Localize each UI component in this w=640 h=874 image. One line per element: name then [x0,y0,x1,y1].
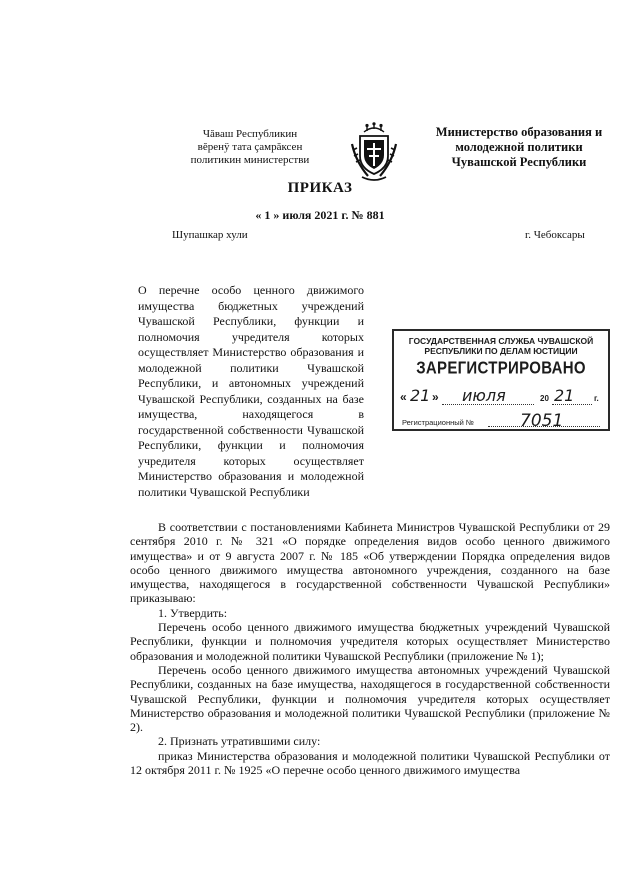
clause-1-a: Перечень особо ценного движимого имущества бюджетных учреждений Чувашской Республики, функции и полномочия учредителя которых осуществляет Министерство образования и молодежной политики Чувашской Республики (приложение № 1); [130,620,610,663]
header-russian-line: Чувашской Республики [451,155,587,169]
stamp-year-unit: г. [594,394,599,403]
clause-2: 2. Признать утратившими силу: [158,734,321,749]
stamp-status: ЗАРЕГИСТРИРОВАНО [416,358,586,379]
document-body [130,520,610,777]
stamp-close-quote: » [432,390,439,404]
chuvash-coat-of-arms-icon [350,122,398,184]
stamp-date [400,386,606,407]
header-chuvash-line: Чăваш Республикин [202,128,298,140]
stamp-day: 21 [410,386,431,405]
stamp-organization [394,336,608,356]
order-date-number: « 1 » июля 2021 г. № 881 [255,208,385,222]
clause-1: 1. Утвердить: [158,605,228,620]
stamp-reg-label: Регистрационный № [402,418,474,427]
clause-1-b: Перечень особо ценного движимого имущества автономных учреждений Чувашской Республики, созданных на базе имущества, находящегося в государственной собственности Чувашской Республики, функции и полномочия учредителя которых осуществляет Министерство образования и молодежной политики Чувашской Республики (приложение № 2). [130,662,610,735]
header-russian-line: Министерство образования и [435,125,603,139]
place-chuvash: Шупашкар хули [172,229,248,241]
stamp-month: июля [462,386,506,405]
order-subject: О перечне особо ценного движимого имущества бюджетных учреждений Чувашской Республики, функции и полномочия учредителя которых осуществляет Министерство образования и молодежной политики Чувашской Республики, и автономных учреждений Чувашской Республики, созданных на базе имущества, находящегося в государственной собственности Чувашской Республики, функции и полномочия учредителя которых осуществляет Министерство образования и молодежной политики Чувашской Республики [138,283,364,499]
preamble-paragraph: В соответствии с постановлениями Кабинета Министров Чувашской Республики от 29 сентября 2010 г. № 321 «О порядке определения видов особо ценного движимого имущества» и от 9 августа 2007 г. № 185 «Об утверждении Порядка определения видов особо ценного движимого имущества автономного учреждения, созданного на базе имущества, находящегося в государственной собственности Чувашской Республики» приказываю: [130,520,610,606]
header-chuvash-line: вĕренÿ тата çамрăксен [197,141,303,153]
document-title: ПРИКАЗ [287,180,353,196]
registration-stamp [392,329,610,431]
place-russian: г. Чебоксары [525,229,585,241]
header-russian-block [408,125,630,170]
stamp-org-line: ГОСУДАРСТВЕННАЯ СЛУЖБА ЧУВАШСКОЙ [408,336,594,346]
stamp-reg-number: 7051 [520,411,564,431]
clause-2-a: приказ Министерства образования и молодежной политики Чувашской Республики от 12 октября 2011 г. № 1925 «О перечне особо ценного движимого имущества [130,748,610,778]
stamp-registration [400,413,606,429]
header-russian-line: молодежной политики [455,140,583,154]
stamp-year-prefix: 20 [540,394,549,403]
stamp-year-suffix: 21 [554,386,575,405]
header-chuvash-line: политикин министерстви [190,154,310,166]
stamp-org-line: РЕСПУБЛИКИ ПО ДЕЛАМ ЮСТИЦИИ [424,346,578,356]
header-chuvash-block [150,128,350,167]
stamp-open-quote: « [400,390,407,404]
